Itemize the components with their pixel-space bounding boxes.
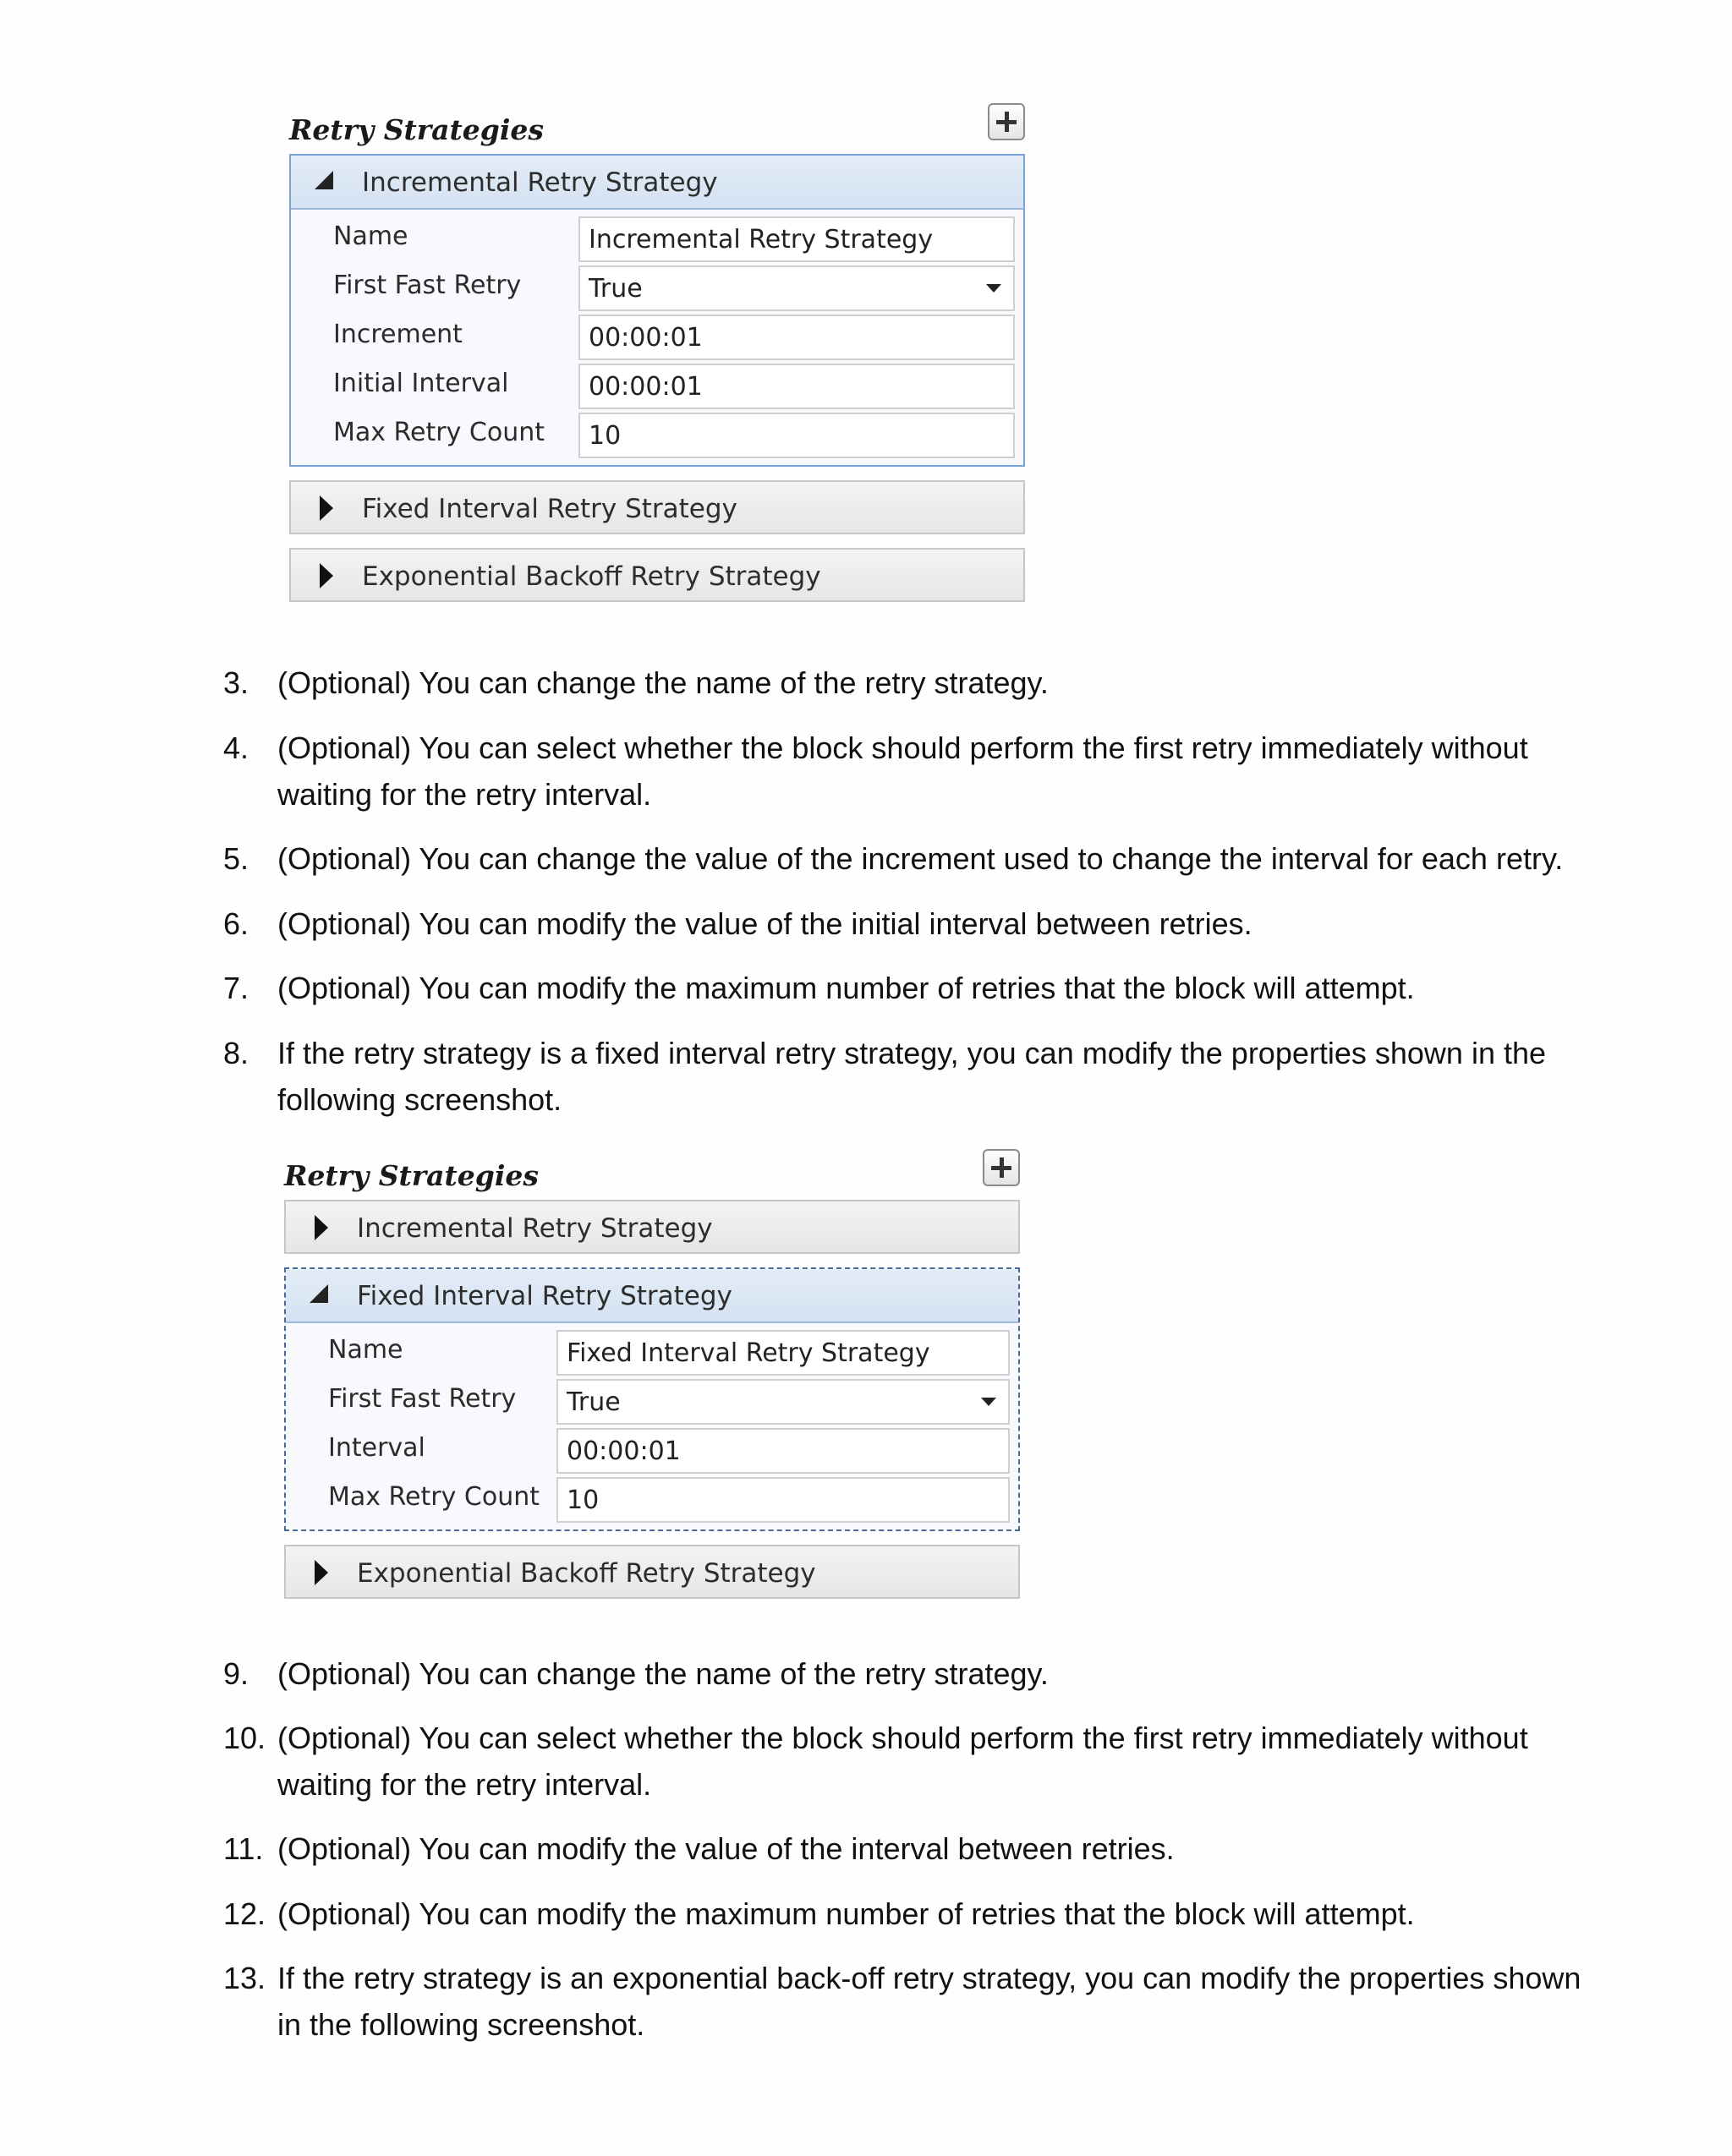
add-strategy-button[interactable] [988,103,1025,140]
property-label: Name [328,1335,403,1365]
property-row-first-fast-retry [291,264,1018,313]
section-incremental-retry-strategy[interactable] [284,1200,1020,1254]
property-grid [286,1323,1018,1529]
first-fast-retry-select[interactable] [556,1379,1010,1425]
step-number: 11. [223,1831,264,1866]
step-text: (Optional) You can modify the value of the interval between retries. [277,1831,1175,1866]
panel-header [284,1141,1020,1200]
property-label: Increment [333,320,463,349]
step-text: (Optional) You can change the value of the increment used to change the interval for each retry. [277,841,1564,876]
interval-input[interactable]: 00:00:01 [556,1428,1010,1474]
step-number: 4. [223,731,249,765]
collapse-triangle-icon [310,1284,328,1303]
panel-header [289,95,1025,154]
section-label: Incremental Retry Strategy [362,167,718,198]
step-text: (Optional) You can change the name of the retry strategy. [277,665,1049,700]
step-number: 10. [223,1721,266,1755]
property-row-increment [291,313,1018,362]
property-row-initial-interval [291,362,1018,411]
max-retry-count-input[interactable]: 10 [556,1477,1010,1523]
section-label: Exponential Backoff Retry Strategy [362,561,821,592]
panel-title: Retry Strategies [289,113,544,146]
max-retry-count-input[interactable]: 10 [578,413,1015,458]
property-label: Interval [328,1433,425,1463]
section-header[interactable] [286,1269,1018,1323]
property-row-first-fast-retry [286,1377,1013,1426]
step-number: 9. [223,1656,249,1691]
step-number: 7. [223,971,249,1005]
step-text: (Optional) You can select whether the block should perform the first retry immediately without waiting for the retry interval. [277,731,1528,812]
property-label: First Fast Retry [333,271,522,300]
dropdown-arrow-icon[interactable] [986,284,1001,293]
property-label: Initial Interval [333,369,509,398]
step-number: 12. [223,1896,266,1931]
step-number: 5. [223,841,249,876]
section-label: Incremental Retry Strategy [357,1213,713,1244]
section-label: Fixed Interval Retry Strategy [357,1281,732,1311]
step-text: (Optional) You can select whether the block should perform the first retry immediately without waiting for the retry interval. [277,1721,1528,1802]
name-input[interactable]: Incremental Retry Strategy [578,216,1015,262]
section-fixed-interval-retry-strategy [284,1267,1020,1531]
first-fast-retry-select[interactable] [578,265,1015,311]
section-label: Exponential Backoff Retry Strategy [357,1558,816,1589]
property-row-name [291,215,1018,264]
retry-strategies-panel-1 [289,95,1025,602]
property-grid [291,210,1023,465]
name-input[interactable]: Fixed Interval Retry Strategy [556,1330,1010,1376]
property-row-max-retry-count [286,1475,1013,1524]
property-row-interval [286,1426,1013,1475]
step-text: (Optional) You can modify the maximum number of retries that the block will attempt. [277,1896,1415,1931]
step-text: (Optional) You can change the name of the retry strategy. [277,1656,1049,1691]
step-number: 3. [223,665,249,700]
property-row-max-retry-count [291,411,1018,460]
select-value: True [589,274,643,304]
section-label: Fixed Interval Retry Strategy [362,494,737,524]
select-value: True [567,1387,621,1417]
initial-interval-input[interactable]: 00:00:01 [578,364,1015,409]
step-text: (Optional) You can modify the value of the initial interval between retries. [277,906,1252,941]
dropdown-arrow-icon[interactable] [981,1398,996,1406]
section-header[interactable] [291,156,1023,210]
step-text: If the retry strategy is a fixed interval retry strategy, you can modify the properties shown in the following screenshot. [277,1036,1547,1117]
section-exponential-backoff-retry-strategy[interactable] [284,1545,1020,1599]
add-strategy-button[interactable] [983,1149,1020,1186]
increment-input[interactable]: 00:00:01 [578,315,1015,360]
section-incremental-retry-strategy [289,154,1025,467]
expand-triangle-icon [320,563,333,588]
step-number: 13. [223,1961,266,1995]
expand-triangle-icon [315,1215,328,1240]
step-text: If the retry strategy is an exponential back-off retry strategy, you can modify the properties shown in the following screenshot. [277,1961,1581,2042]
step-number: 6. [223,906,249,941]
property-label: Max Retry Count [333,418,545,447]
step-number: 8. [223,1036,249,1070]
expand-triangle-icon [315,1560,328,1585]
retry-strategies-panel-2 [284,1141,1020,1599]
property-label: Name [333,222,408,251]
step-text: (Optional) You can modify the maximum number of retries that the block will attempt. [277,971,1415,1005]
property-label: Max Retry Count [328,1482,540,1512]
expand-triangle-icon [320,495,333,521]
section-exponential-backoff-retry-strategy[interactable] [289,548,1025,602]
section-fixed-interval-retry-strategy[interactable] [289,480,1025,534]
collapse-triangle-icon [315,171,333,189]
property-label: First Fast Retry [328,1384,517,1414]
property-row-name [286,1328,1013,1377]
panel-title: Retry Strategies [284,1159,539,1192]
